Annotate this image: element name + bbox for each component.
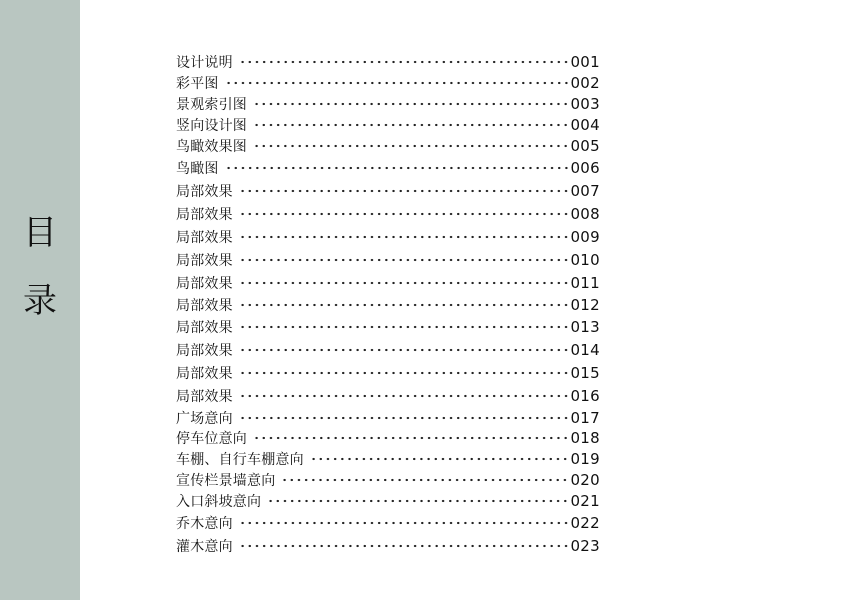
toc-leader-dots	[239, 212, 570, 216]
toc-entry	[176, 250, 600, 270]
toc-entry-label: 局部效果	[176, 184, 233, 200]
toc-entry-page-number: 010	[570, 251, 600, 269]
toc-leader-dots	[239, 189, 570, 193]
toc-entry	[176, 428, 600, 448]
toc-leader-dots	[310, 457, 570, 461]
toc-entry-label: 鸟瞰图	[176, 161, 219, 177]
toc-entry-page-number: 012	[570, 296, 600, 314]
toc-leader-dots	[239, 60, 570, 64]
toc-entry	[176, 363, 600, 383]
toc-leader-dots	[239, 394, 570, 398]
toc-entry	[176, 136, 600, 156]
toc-entry	[176, 73, 600, 93]
toc-entry	[176, 491, 600, 511]
toc-entry-page-number: 007	[570, 182, 600, 200]
toc-leader-dots	[239, 348, 570, 352]
toc-entry	[176, 536, 600, 556]
toc-entry-page-number: 014	[570, 341, 600, 359]
toc-leader-dots	[225, 166, 570, 170]
table-of-contents	[176, 0, 600, 600]
toc-entry	[176, 386, 600, 406]
toc-title-char-2: 录	[23, 281, 57, 321]
toc-entry	[176, 115, 600, 135]
toc-leader-dots	[253, 123, 569, 127]
toc-entry-page-number: 023	[570, 537, 600, 555]
toc-leader-dots	[267, 499, 569, 503]
toc-entry-label: 入口斜坡意向	[176, 494, 262, 510]
toc-entry-label: 局部效果	[176, 389, 233, 405]
toc-entry	[176, 295, 600, 315]
toc-entry	[176, 408, 600, 428]
toc-entry-label: 停车位意向	[176, 431, 247, 447]
toc-entry-page-number: 004	[570, 116, 600, 134]
toc-entry-page-number: 001	[570, 53, 600, 71]
toc-entry-page-number: 022	[570, 514, 600, 532]
toc-entry-page-number: 003	[570, 95, 600, 113]
toc-entry	[176, 181, 600, 201]
toc-entry-label: 彩平图	[176, 76, 219, 92]
toc-entry	[176, 204, 600, 224]
toc-entry-label: 宣传栏景墙意向	[176, 473, 276, 489]
toc-entry-page-number: 011	[570, 274, 600, 292]
toc-entry	[176, 227, 600, 247]
toc-entry-page-number: 008	[570, 205, 600, 223]
toc-entry	[176, 449, 600, 469]
toc-entry	[176, 52, 600, 72]
toc-entry-page-number: 016	[570, 387, 600, 405]
toc-entry-page-number: 002	[570, 74, 600, 92]
toc-leader-dots	[239, 303, 570, 307]
toc-entry-label: 局部效果	[176, 230, 233, 246]
toc-leader-dots	[253, 144, 569, 148]
toc-title-char-1: 目	[23, 213, 57, 253]
toc-leader-dots	[239, 258, 570, 262]
toc-leader-dots	[239, 235, 570, 239]
toc-leader-dots	[253, 102, 569, 106]
toc-entry-label: 鸟瞰效果图	[176, 139, 247, 155]
toc-leader-dots	[225, 81, 570, 85]
toc-entry-page-number: 018	[570, 429, 600, 447]
sidebar	[0, 0, 80, 600]
toc-entry-label: 设计说明	[176, 55, 233, 71]
toc-entry-page-number: 020	[570, 471, 600, 489]
toc-leader-dots	[239, 544, 570, 548]
toc-entry-label: 竖向设计图	[176, 118, 247, 134]
toc-entry	[176, 94, 600, 114]
toc-entry-label: 灌木意向	[176, 539, 233, 555]
toc-leader-dots	[239, 416, 570, 420]
toc-entry-label: 局部效果	[176, 276, 233, 292]
toc-entry-page-number: 009	[570, 228, 600, 246]
toc-entry-label: 局部效果	[176, 298, 233, 314]
toc-entry-label: 车棚、自行车棚意向	[176, 452, 304, 468]
toc-entry-label: 景观索引图	[176, 97, 247, 113]
toc-entry-page-number: 013	[570, 318, 600, 336]
toc-entry-label: 乔木意向	[176, 516, 233, 532]
toc-entry-label: 广场意向	[176, 411, 233, 427]
toc-entry-page-number: 005	[570, 137, 600, 155]
toc-leader-dots	[239, 521, 570, 525]
toc-entry	[176, 513, 600, 533]
toc-leader-dots	[281, 478, 569, 482]
toc-entry-label: 局部效果	[176, 253, 233, 269]
toc-entry-label: 局部效果	[176, 207, 233, 223]
toc-leader-dots	[239, 325, 570, 329]
toc-entry-page-number: 017	[570, 409, 600, 427]
toc-entry	[176, 273, 600, 293]
toc-entry-page-number: 021	[570, 492, 600, 510]
toc-entry-page-number: 019	[570, 450, 600, 468]
toc-leader-dots	[239, 281, 570, 285]
toc-entry-page-number: 006	[570, 159, 600, 177]
toc-entry-label: 局部效果	[176, 343, 233, 359]
toc-entry-label: 局部效果	[176, 320, 233, 336]
toc-entry	[176, 340, 600, 360]
toc-entry	[176, 470, 600, 490]
toc-entry	[176, 158, 600, 178]
toc-entry-label: 局部效果	[176, 366, 233, 382]
toc-entry	[176, 317, 600, 337]
toc-leader-dots	[253, 436, 569, 440]
toc-leader-dots	[239, 371, 570, 375]
toc-entry-page-number: 015	[570, 364, 600, 382]
